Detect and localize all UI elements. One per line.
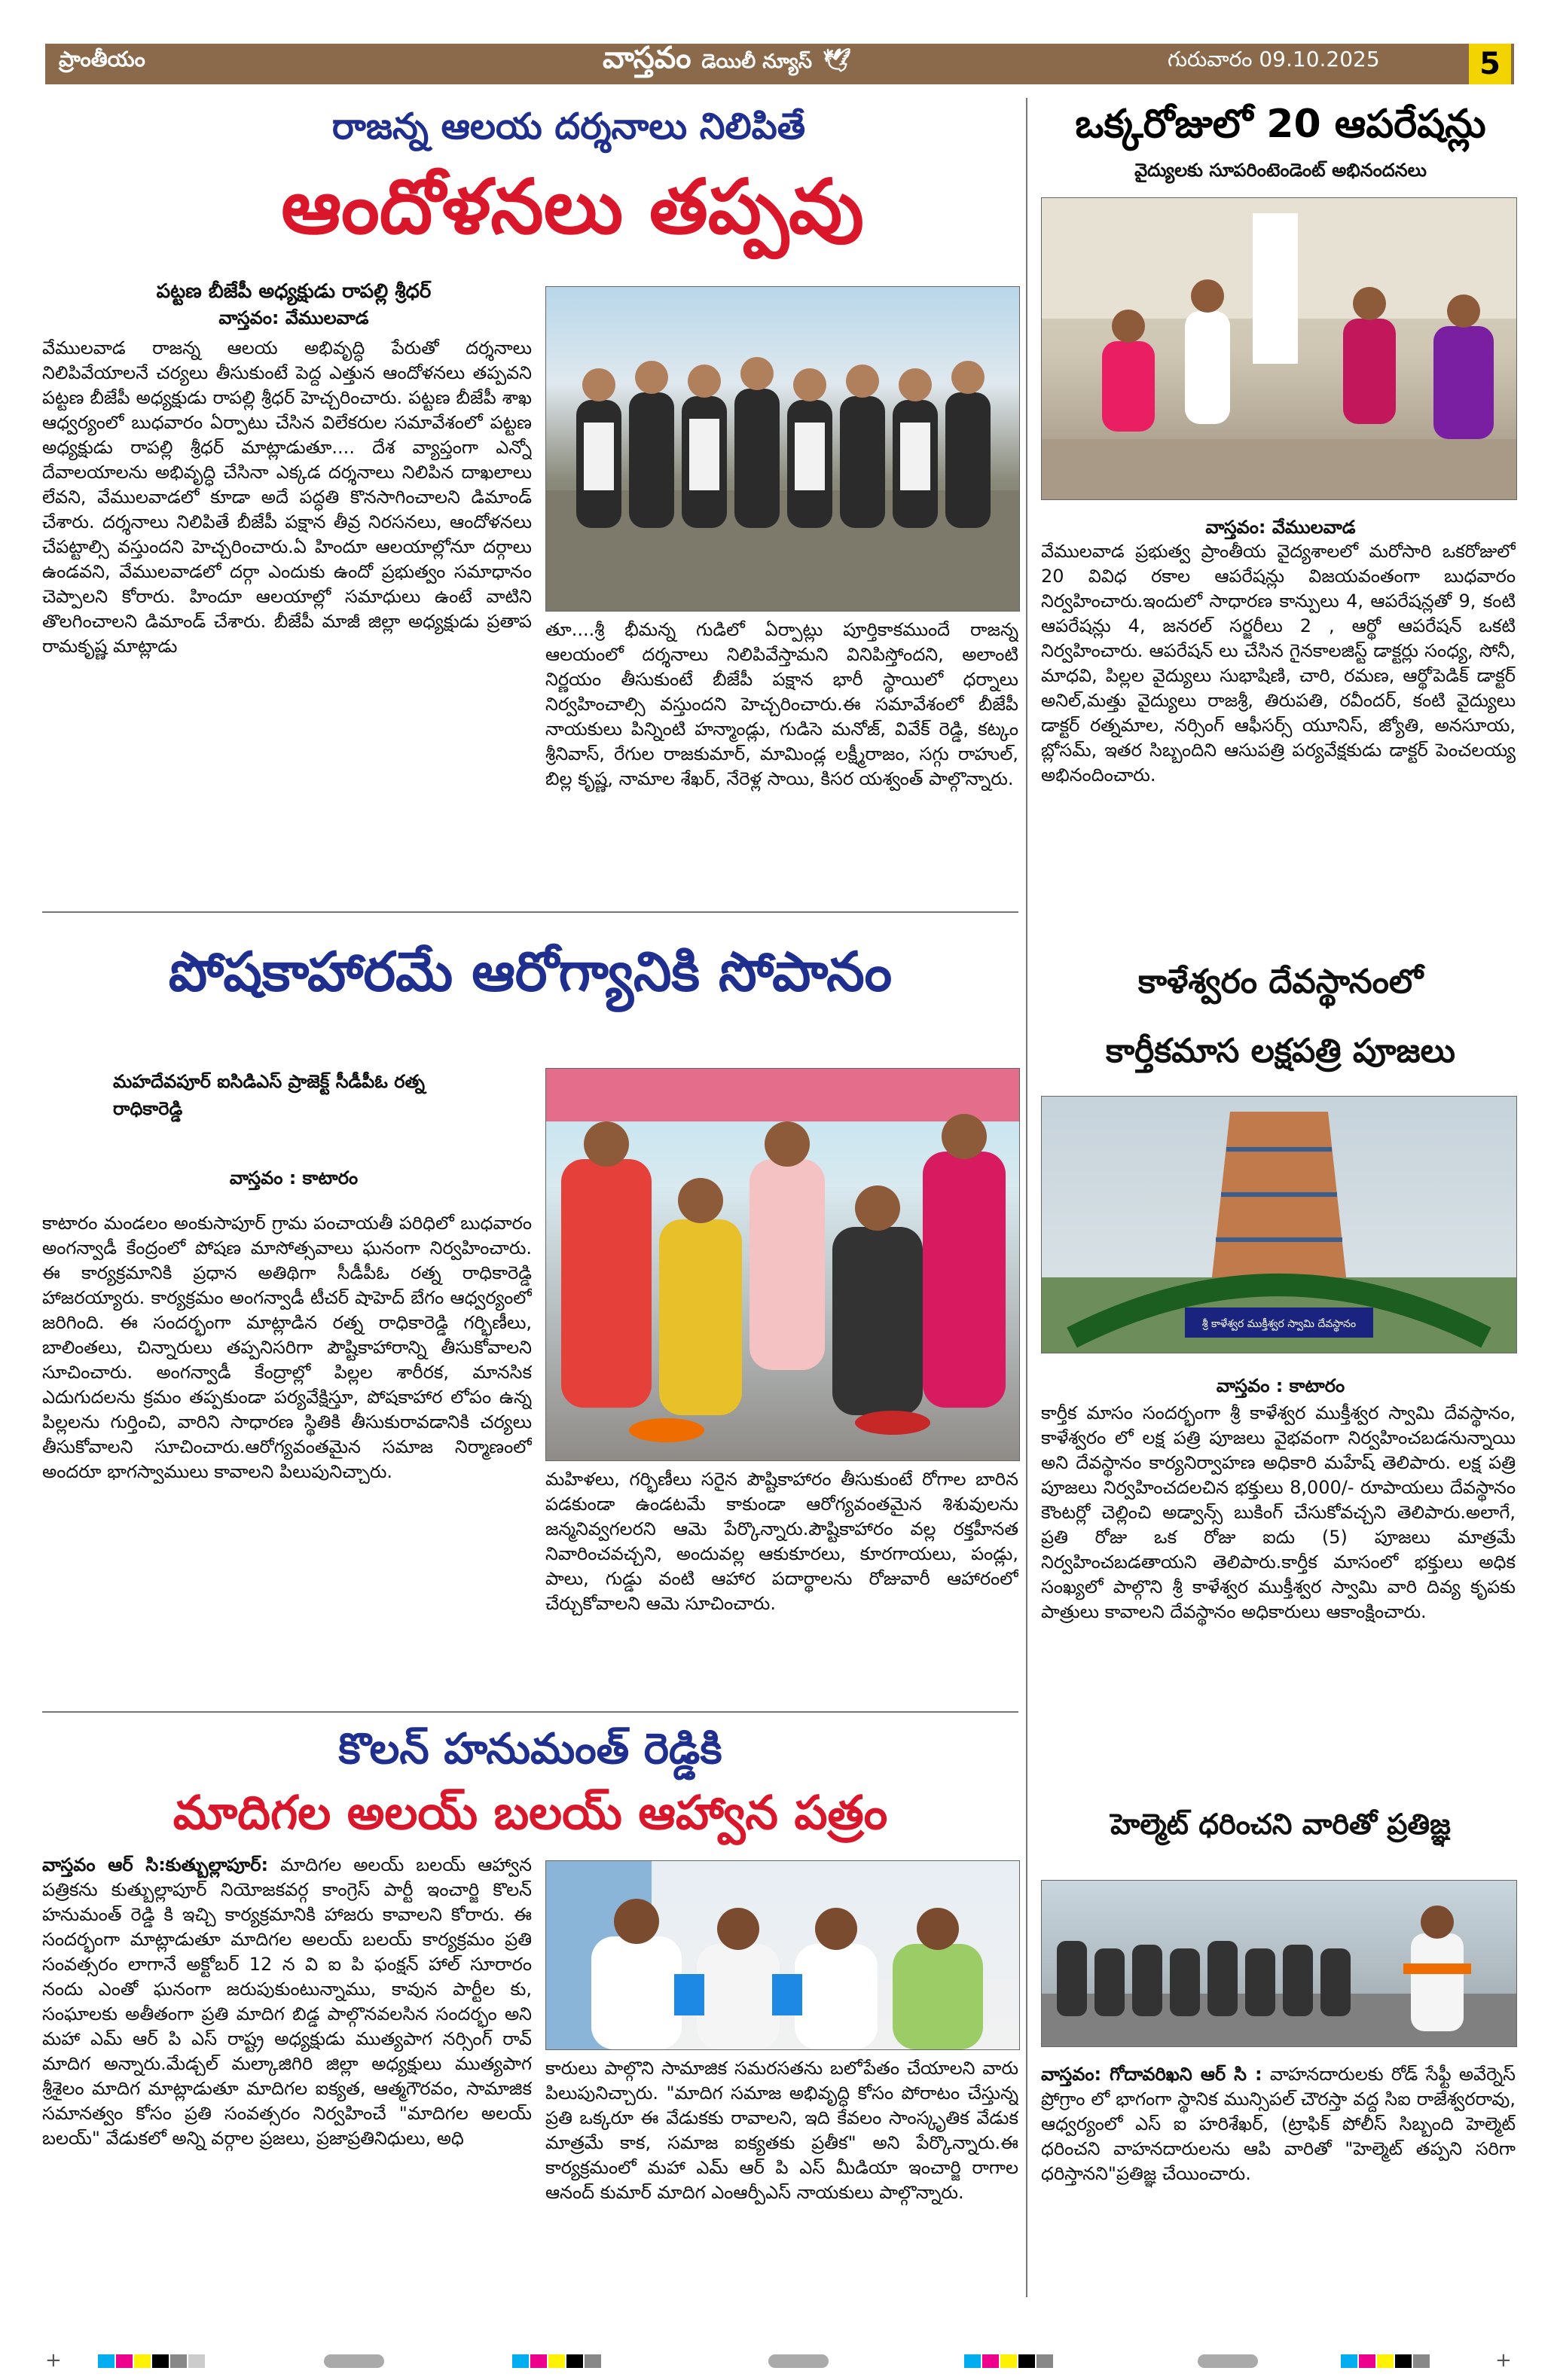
hospital-ward-illustration [1042, 198, 1516, 499]
article4-body: కార్తీక మాసం సందర్భంగా శ్రీ కాళేశ్వర ముక్తీశ్వర స్వామి దేవస్థానం, కాళేశ్వరం లో లక్ష పత్రి పూజలు వైభవంగా నిర్వహించబడనున్నాయి అని దేవస్థానం కార్యనిర్వాహణ అధికారి మహేష్ తెలిపారు. లక్ష పత్రి పూజలు నిర్వహించదలచిన భక్తులు 8,000/- రూపాయలు దేవస్థానం కౌంటర్లో చెల్లించి అడ్వాన్స్ బుకింగ్ చేసుకోవచ్చని తెలిపారు.అలాగే, ప్రతి రోజు ఒక రోజు ఐదు (5) పూజలు మాత్రమే నిర్వహించబడతాయని తెలిపారు.కార్తీక మాసంలో భక్తులు అధిక సంఖ్యలో పాల్గొని శ్రీ కాళేశ్వర ముక్తీశ్వర స్వామి వారి దివ్య కృపకు పాత్రులు కావాలని దేవస్థానం అధికారులు ఆకాంక్షించారు. [1041, 1402, 1516, 1622]
color-bar-icon [45, 2350, 1514, 2372]
article4-photo [1041, 1096, 1517, 1353]
article1-body-col2: తూ....శ్రీ భీమన్న గుడిలో ఏర్పాట్లు పూర్తికాకముందే రాజన్న ఆలయంలో దర్శనాలు నిలిపివేస్తామని వినిపిస్తోందని, అలాంటి నిర్ణయం తీసుకుంటే బీజేపీ పక్షాన భారీ స్థాయిలో ధర్నాలు నిర్వహించాల్సి వస్తుందని హెచ్చరించారు.ఈ సమావేశంలో బీజేపీ నాయకులు పిన్నింటి హన్మాండ్లు, గుడిసె మనోజ్, వివేక్ రెడ్డి, కట్కం శ్రీనివాస్, రేగుల రాజకుమార్, మామిండ్ల లక్ష్మీరాజం, సగ్గు రాహుల్, బిల్ల కృష్ణ, నామాల శేఖర్, నేరెళ్ల సాయి, కిసర యశ్వంత్ పాల్గొన్నారు. [545, 619, 1018, 789]
registration-marks [45, 2350, 1514, 2372]
article5-headline-line1: కొలన్ హనుమంత్ రెడ్డికి [338, 1725, 722, 1774]
bird-icon: 🕊 [822, 47, 852, 74]
masthead-logo [603, 41, 851, 83]
group-photo-illustration [546, 287, 1019, 611]
article4-dateline: వాస్తవం : కాటారం [1216, 1375, 1345, 1396]
article6-dateline: వాస్తవం: గోదావరిఖని ఆర్ సి : [1041, 2064, 1262, 2085]
column-rule [1026, 98, 1027, 2297]
invitation-handover-illustration [546, 1861, 1019, 2049]
article1-dateline: వాస్తవం: వేములవాడ [218, 307, 369, 328]
article5-dateline: వాస్తవం ఆర్ సి:కుత్బుల్లాపూర్: [42, 1854, 269, 1875]
article3-dateline: వాస్తవం : కాటారం [229, 1167, 359, 1188]
article3-photo [545, 1068, 1020, 1461]
article5-photo [545, 1860, 1020, 2050]
article5-headline-line2: మాదిగల అలయ్ బలయ్ ఆహ్వాన పత్రం [172, 1785, 888, 1840]
article3-body-col2: మహిళలు, గర్భిణీలు సరైన పౌష్టికాహారం తీసుకుంటే రోగాల బారిన పడకుండా ఉండటమే కాకుండా ఆరోగ్యవంతమైన శిశువులను జన్మనివ్వగలరని ఆమె పేర్కొన్నారు.పౌష్టికాహారం వల్ల రక్తహీనత నివారించవచ్చని, అందువల్ల ఆకుకూరలు, కూరగాయలు, పండ్లు, పాలు, గుడ్డు వంటి ఆహార పదార్థాలను రోజువారీ ఆహారంలో చేర్చుకోవాలని ఆమె సూచించారు. [545, 1469, 1018, 1614]
helmet-pledge-illustration [1042, 1881, 1516, 2046]
article2-headline: ఒక్కరోజులో 20 ఆపరేషన్లు [1075, 102, 1486, 147]
section-divider [42, 911, 1018, 913]
article6-headline: హెల్మెట్ ధరించని వారితో ప్రతిజ్ఞ [1110, 1808, 1451, 1841]
article1-kicker: రాజన్న ఆలయ దర్శనాలు నిలిపితే [331, 105, 806, 148]
article1-body-col1: వేములవాడ రాజన్న ఆలయ అభివృద్ధి పేరుతో దర్శనాలు నిలిపివేయాలనే చర్యలు తీసుకుంటే పెద్ద ఎత్తున ఆందోళనలు తప్పవని పట్టణ బీజేపీ అధ్యక్షుడు రాపల్లి శ్రీధర్ హెచ్చరించారు. పట్టణ బీజేపీ శాఖ ఆధ్వర్యంలో బుధవారం ఏర్పాటు చేసిన విలేకరుల సమావేశంలో పట్టణ అధ్యక్షుడు రాపల్లి శ్రీధర్ మాట్లాడుతూ.... దేశ వ్యాప్తంగా ఎన్నో దేవాలయాలను అభివృద్ధి చేసినా ఎక్కడ దర్శనాలు నిలిపిన దాఖలాలు లేవని, వేములవాడలో కూడా అదే పద్ధతి కొనసాగించాలని డిమాండ్ చేశారు. దర్శనాలు నిలిపితే బీజేపీ పక్షాన తీవ్ర నిరసనలు, ఆందోళనలు చేపట్టాల్సి వస్తుందని హెచ్చరించారు.ఏ హిందూ ఆలయాల్లోనూ దర్గాలు ఉండవని, వేములవాడలో దర్గా ఎందుకు ఉందో ప్రభుత్వం సమాధానం చెప్పాలని కోరారు. హిందూ ఆలయాల్లో సమాధులు ఉంటే వాటిని తొలగించాలని డిమాండ్ చేశారు. బీజేపీ మాజీ జిల్లా అధ్యక్షుడు ప్రతాప రామకృష్ణ మాట్లాడు [42, 337, 532, 657]
svg-text:+: + [1495, 2350, 1512, 2372]
article3-body-col1: కాటారం మండలం అంకుసాపూర్ గ్రామ పంచాయతీ పరిధిలో బుధవారం అంగన్వాడీ కేంద్రంలో పోషణ మాసోత్సవాలు ఘనంగా నిర్వహించారు. ఈ కార్యక్రమానికి ప్రధాన అతిథిగా సీడీపీఓ రత్న రాధికారెడ్డి హాజరయ్యారు. కార్యక్రమం అంగన్వాడీ టీచర్ షాహెద్ బేగం ఆధ్వర్యంలో జరిగింది. ఈ సందర్భంగా మాట్లాడిన రత్న రాధికారెడ్డి గర్భిణీలు, బాలింతలు, చిన్నారులు తప్పనిసరిగా పౌష్టికాహారాన్ని తీసుకోవాలని సూచించారు. అంగన్వాడీ కేంద్రాల్లో పిల్లల శారీరక, మానసిక ఎదుగుదలను క్రమం తప్పకుండా పర్యవేక్షిస్తూ, పోషకాహార లోపం ఉన్న పిల్లలను గుర్తించి, వారిని సాధారణ స్థితికి తీసుకురావడానికి చర్యలు తీసుకోవాలని సూచించారు.ఆరోగ్యవంతమైన సమాజ నిర్మాణంలో అందరూ భాగస్వాములు కావాలని పిలుపునిచ్చారు. [42, 1213, 532, 1482]
article6-photo [1041, 1880, 1517, 2047]
article5-body-col1-text: మాదిగల అలయ్ బలయ్ ఆహ్వాన పత్రికను కుత్బుల్లాపూర్ నియోజకవర్గ కాంగ్రెస్ పార్టీ ఇంచార్జి కొలన్ హనుమంత్ రెడ్డి కి ఇచ్చి కార్యక్రమానికి హాజరు కావాలని కోరారు. ఈ సందర్భంగా మాట్లాడుతూ మాదిగల అలయ్ బలయ్ కార్యక్రమం ప్రతి సంవత్సరం లాగానే అక్టోబర్ 12 న వి ఐ పి ఫంక్షన్ హాల్ సూరారం నందు ఎంతో ఘనంగా జరుపుకుంటున్నాము, కావున పార్టీల కు, సంఘాలకు అతీతంగా ప్రతి మాదిగ బిడ్డ పాల్గొనవలసిన సందర్భం అని మహా ఎమ్ ఆర్ పి ఎస్ రాష్ట్ర అధ్యక్షుడు ముత్యపాగ నర్సింగ్ రావ్ మాదిగ అన్నారు.మేడ్చల్ మల్కాజిగిరి జిల్లా అధ్యక్షులు ముత్యపాగ శ్రీశైలం మాదిగ మాట్లాడుతూ మాదిగల ఐక్యత, ఆత్మగౌరవం, సామాజిక సమానత్వం కోసం ప్రతి సంవత్సరం నిర్వహించే "మాదిగల అలయ్ బలయ్" వేడుకలో అన్ని వర్గాల ప్రజలు, ప్రజాప్రతినిధులు, అధి [42, 1854, 532, 2149]
article5-body-col1 [42, 1853, 532, 2305]
issue-date: గురువారం 09.10.2025 [1168, 47, 1380, 72]
svg-text:+: + [45, 2350, 62, 2372]
article2-photo [1041, 197, 1517, 500]
article1-subhead: పట్టణ బీజేపీ అధ్యక్షుడు రాపల్లి శ్రీధర్ [156, 280, 432, 303]
article4-headline-line2: కార్తీకమాస లక్షపత్రి పూజలు [1105, 1032, 1456, 1070]
article6-body-text: వాహనదారులకు రోడ్ సేఫ్టీ అవేర్నెస్ ప్రోగ్రాం లో భాగంగా స్థానిక మున్సిపల్ చౌరస్తా వద్ద సిఐ రాజేశ్వరరావు, ఆధ్వర్యంలో ఎస్ ఐ హరిశేఖర్, (ట్రాఫిక్ పోలీస్ సిబ్బంది హెల్మెట్ ధరించని వాహనదారులను ఆపి వారితో "హెల్మెట్ తప్పని సరిగా ధరిస్తానని"ప్రతిజ్ఞ చేయించారు. [1041, 2064, 1516, 2184]
article6-body [1041, 2062, 1516, 2303]
poshan-event-illustration [546, 1069, 1019, 1460]
article5-body-col2: కారులు పాల్గొని సామాజిక సమరసతను బలోపేతం చేయాలని వారు పిలుపునిచ్చారు. "మాదిగ సమాజ అభివృద్ధి కోసం పోరాటం చేస్తున్న ప్రతి ఒక్కరూ ఈ వేడుకకు రావాలని, ఇది కేవలం సాంస్కృతిక వేడుక మాత్రమే కాక, సమాజ ఐక్యతకు ప్రతీక" అని పేర్కొన్నారు.ఈ కార్యక్రమంలో మహా ఎమ్ ఆర్ పి ఎస్ మీడియా ఇంచార్జి రాగాల ఆనంద్ కుమార్ మాదిగ ఎంఆర్పీఎస్ నాయకులు పాల్గొన్నారు. [545, 2058, 1018, 2203]
article2-body: వేములవాడ ప్రభుత్వ ప్రాంతీయ వైద్యశాలలో మరోసారి ఒకరోజులో 20 వివిధ రకాల ఆపరేషన్లు విజయవంతంగా బుధవారం నిర్వహించారు.ఇందులో సాధారణ కాన్పులు 4, ఆపరేషన్లతో 9, కంటి ఆపరేషన్లు 4, జనరల్ సర్జరీలు 2 , ఆర్థో ఆపరేషన్ ఒకటి నిర్వహించారు. ఆపరేషన్ లు చేసిన గైనకాలజిస్ట్ డాక్టర్లు సంధ్య, సోనీ, మాధవి, పిల్లల వైద్యులు సుభాషిణి, చారి, రమణ, ఆర్థోపెడిక్ డాక్టర్ అనిల్,మత్తు వైద్యులు రాజశ్రీ, తిరుపతి, రవీందర్, కంటి వైద్యులు డాక్టర్ రత్నమాల, నర్సింగ్ ఆఫీసర్స్ యూనిస్, జ్యోతి, అనసూయ, బ్లోసమ్, ఇతర సిబ్బందిని ఆసుపత్రి పర్యవేక్షకుడు డాక్టర్ పెంచలయ్య అభినందించారు. [1041, 541, 1516, 786]
masthead-title: వాస్తవం [603, 41, 691, 75]
article3-subhead: మహదేవపూర్ ఐసిడిఎస్ ప్రాజెక్ట్ సీడీపీఓ రత్న రాధికారెడ్డి [113, 1071, 425, 1119]
temple-arch-text: శ్రీ కాళేశ్వర ముక్తీశ్వర స్వామి దేవస్థానం [1201, 1318, 1357, 1330]
article2-subhead: వైద్యులకు సూపరింటెండెంట్ అభినందనలు [1134, 160, 1427, 181]
article2-dateline: వాస్తవం: వేములవాడ [1205, 517, 1356, 538]
article1-photo [545, 286, 1020, 612]
section-divider-2 [42, 1711, 1018, 1713]
temple-gopuram-illustration [1042, 1097, 1516, 1353]
article3-headline: పోషకాహారమే ఆరోగ్యానికి సోపానం [168, 940, 893, 1003]
masthead-subtitle: డెయిలీ న్యూస్ [701, 50, 812, 73]
page-number: 5 [1469, 44, 1511, 84]
article4-headline-line1: కాళేశ్వరం దేవస్థానంలో [1137, 963, 1424, 1001]
section-label: ప్రాంతీయం [59, 47, 145, 72]
article1-headline: ఆందోళనలు తప్పవు [281, 163, 864, 251]
